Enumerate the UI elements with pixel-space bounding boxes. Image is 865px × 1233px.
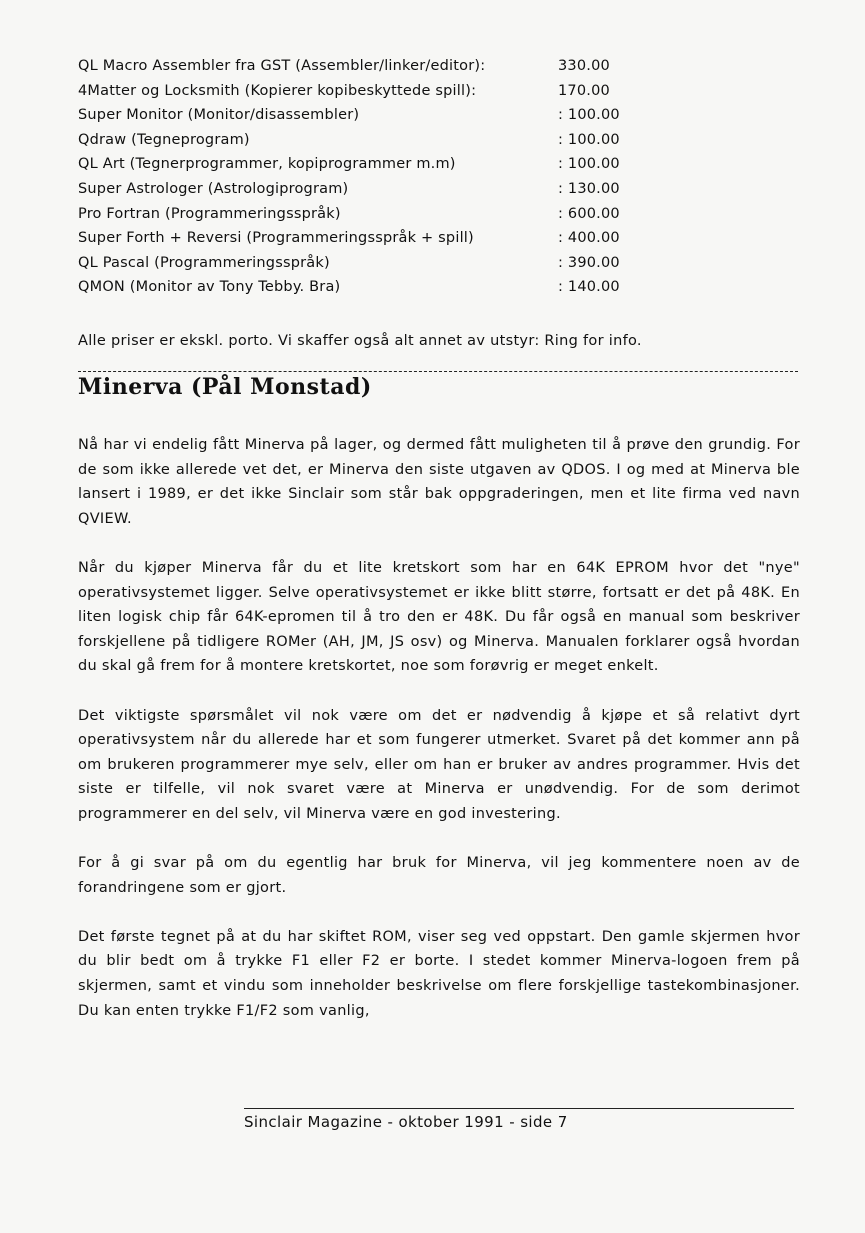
price-row: [78, 279, 638, 304]
article-title: Minerva (Pål Monstad): [78, 374, 372, 400]
product-price: : 600.00: [558, 205, 620, 222]
page-footer: Sinclair Magazine - oktober 1991 - side 7: [244, 1113, 568, 1131]
product-price: : 130.00: [558, 180, 620, 197]
price-list: [78, 58, 638, 304]
price-row: [78, 132, 638, 157]
product-price: : 390.00: [558, 254, 620, 271]
price-row: [78, 107, 638, 132]
product-price: 330.00: [558, 58, 610, 74]
product-name: QL Pascal (Programmeringsspråk): [78, 254, 330, 271]
article-paragraph: Når du kjøper Minerva får du et lite kretskort som har en 64K EPROM hvor det "nye" operativsystemet ligger. Selve operativsystemet er ikke blitt større, fortsatt er det på 48K. En liten logisk chip får 64K-epromen til å tro den er 48K. Du får også en manual som beskriver forskjellene på tidligere ROMer (AH, JM, JS osv) og Minerva. Manualen forklarer også hvordan du skal gå frem for å montere kretskortet, noe som forøvrig er meget enkelt.: [78, 559, 800, 675]
price-row: [78, 255, 638, 280]
product-name: QL Art (Tegnerprogrammer, kopiprogrammer m.m): [78, 156, 456, 173]
price-row: [78, 181, 638, 206]
price-row: [78, 58, 638, 83]
product-price: : 100.00: [558, 107, 620, 124]
article-paragraph: For å gi svar på om du egentlig har bruk for Minerva, vil jeg kommentere noen av de forandringene som er gjort.: [78, 855, 800, 896]
product-name: Qdraw (Tegneprogram): [78, 131, 250, 148]
article-paragraph: Det første tegnet på at du har skiftet ROM, viser seg ved oppstart. Den gamle skjermen hvor du blir bedt om å trykke F1 eller F2 er borte. I stedet kommer Minerva-logoen frem på skjermen, samt et vindu som inneholder beskrivelse om flere forskjellige tastekombinasjoner. Du kan enten trykke F1/F2 som vanlig,: [78, 928, 800, 1019]
price-row: [78, 230, 638, 255]
product-name: Super Astrologer (Astrologiprogram): [78, 180, 349, 197]
article-paragraph: Det viktigste spørsmålet vil nok være om det er nødvendig å kjøpe et så relativt dyrt operativsystem når du allerede har et som fungerer utmerket. Svaret på det kommer ann på om brukeren programmerer mye selv, eller om han er bruker av andres programmer. Hvis det siste er tilfelle, vil nok svaret være at Minerva er unødvendig. For de som derimot programmerer en del selv, vil Minerva være en god investering.: [78, 707, 800, 822]
product-price: : 100.00: [558, 156, 620, 173]
product-price: : 400.00: [558, 230, 620, 247]
section-divider: [78, 371, 798, 372]
product-name: QL Macro Assembler fra GST (Assembler/linker/editor):: [78, 58, 486, 74]
product-name: Pro Fortran (Programmeringsspråk): [78, 205, 341, 222]
price-note: Alle priser er ekskl. porto. Vi skaffer også alt annet av utstyr: Ring for info.: [78, 333, 642, 349]
footer-rule: [244, 1108, 794, 1109]
product-price: 170.00: [558, 82, 610, 99]
product-name: Super Forth + Reversi (Programmeringsspråk + spill): [78, 230, 474, 247]
product-price: : 100.00: [558, 131, 620, 148]
product-price: : 140.00: [558, 279, 620, 296]
product-name: QMON (Monitor av Tony Tebby. Bra): [78, 279, 341, 296]
price-row: [78, 206, 638, 231]
article-paragraph: Nå har vi endelig fått Minerva på lager, og dermed fått muligheten til å prøve den grundig. For de som ikke allerede vet det, er Minerva den siste utgaven av QDOS. I og med at Minerva ble lansert i 1989, er det ikke Sinclair som står bak oppgraderingen, men et lite firma ved navn QVIEW.: [78, 437, 800, 527]
product-name: Super Monitor (Monitor/disassembler): [78, 107, 360, 124]
price-row: [78, 83, 638, 108]
price-row: [78, 156, 638, 181]
product-name: 4Matter og Locksmith (Kopierer kopibeskyttede spill):: [78, 82, 477, 99]
article-body: [78, 433, 800, 1048]
